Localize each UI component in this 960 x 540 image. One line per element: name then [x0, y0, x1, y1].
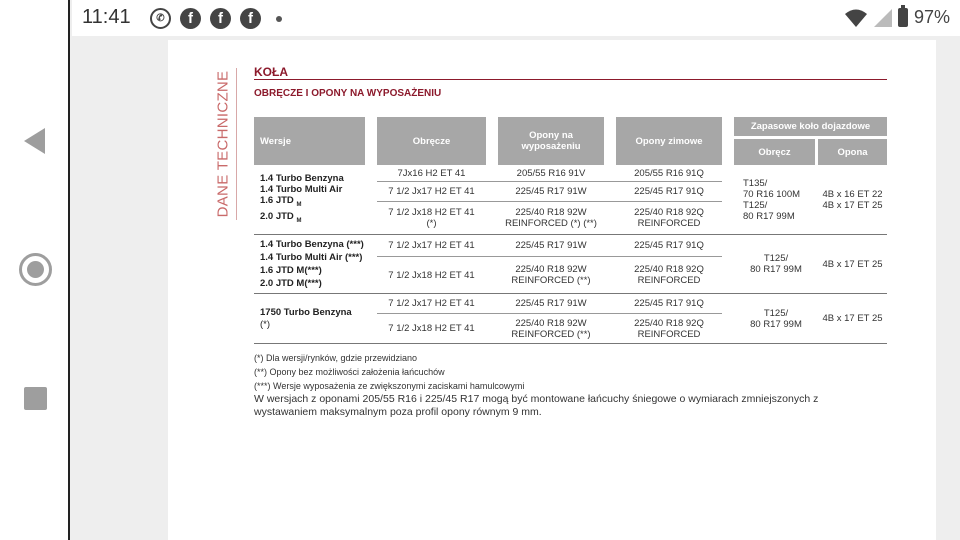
- facebook-icon: f: [180, 8, 201, 29]
- page-title: KOŁA: [254, 65, 288, 79]
- spare-tire-cell: 4B x 17 ET 25: [818, 235, 887, 294]
- spare-rim-cell: T135/ 70 R16 100M T125/ 80 R17 99M: [734, 165, 818, 235]
- header-obrecze: Obręcze: [377, 117, 486, 165]
- back-icon[interactable]: [24, 128, 45, 154]
- status-bar: [72, 0, 960, 36]
- footnote: (*) Dla wersji/rynków, gdzie przewidziano: [254, 353, 418, 363]
- table-row: 1.4 Turbo Benzyna (***) 1.4 Turbo Multi Air (***) 1.6 JTD M(***) 2.0 JTD M(***) 7 1/2 Jx17 H2 ET 41 225/45 R17 91W 225/45 R17 91Q T125/ 80 R17 99M 4B x 17 ET 25: [254, 235, 887, 257]
- spare-rim-cell: T125/ 80 R17 99M: [734, 294, 818, 344]
- footnote: (**) Opony bez możliwości założenia łańcuchów: [254, 367, 445, 377]
- battery-percent: 97%: [913, 7, 950, 27]
- notification-icons: [150, 8, 282, 29]
- more-notifications-icon: [276, 16, 282, 22]
- versions-cell: 1750 Turbo Benzyna (*): [254, 294, 365, 344]
- navigation-bar: [0, 0, 70, 540]
- rim-cell: 7Jx16 H2 ET 41: [377, 165, 486, 182]
- snow-chains-note: W wersjach z oponami 205/55 R16 i 225/45 R17 mogą być montowane łańcuchy śniegowe o wymiarach zmniejszonych z wystawaniem maksymalnym poza profil opony równym 9 mm.: [254, 393, 819, 418]
- table-row: 1750 Turbo Benzyna (*) 7 1/2 Jx17 H2 ET 41 225/45 R17 91W 225/45 R17 91Q T125/ 80 R17 99M 4B x 17 ET 25: [254, 294, 887, 314]
- clock: 11:41: [82, 6, 131, 28]
- side-divider: [236, 68, 237, 220]
- table-row: 7 1/2 Jx17 H2 ET 41 225/45 R17 91W 225/45 R17 91Q: [254, 182, 887, 202]
- signal-icon: [874, 9, 892, 27]
- whatsapp-icon: ✆: [150, 8, 171, 29]
- header-zap-obrecz: Obręcz: [734, 139, 818, 165]
- wifi-icon: [844, 8, 868, 28]
- tire-cell: 205/55 R16 91V: [498, 165, 604, 182]
- header-zimowe: Opony zimowe: [616, 117, 722, 165]
- table-row: [254, 165, 887, 182]
- header-wersje: Wersje: [254, 117, 365, 165]
- spare-tire-cell: 4B x 17 ET 25: [818, 294, 887, 344]
- table-row: 7 1/2 Jx18 H2 ET 41 225/40 R18 92W REINFORCED (**) 225/40 R18 92Q REINFORCED: [254, 314, 887, 344]
- facebook-icon: f: [240, 8, 261, 29]
- versions-cell: 1.4 Turbo Benzyna (***) 1.4 Turbo Multi Air (***) 1.6 JTD M(***) 2.0 JTD M(***): [254, 235, 365, 294]
- title-divider: [254, 79, 887, 80]
- spare-rim-cell: T125/ 80 R17 99M: [734, 235, 818, 294]
- versions-cell: 1.4 Turbo Benzyna 1.4 Turbo Multi Air 1.6 JTD $_M$ 2.0 JTD $_M$: [254, 165, 365, 235]
- recent-apps-icon[interactable]: [24, 387, 47, 410]
- system-icons: [844, 7, 950, 28]
- footnote: (***) Wersje wyposażenia ze zwiększonymi zaciskami hamulcowymi: [254, 381, 525, 391]
- footnotes: [254, 351, 874, 419]
- table-row: 7 1/2 Jx18 H2 ET 41 (*) 225/40 R18 92W REINFORCED (*) (**) 225/40 R18 92Q REINFORCED: [254, 202, 887, 235]
- header-zapasowe: Zapasowe koło dojazdowe: [734, 117, 887, 139]
- wheels-table: [254, 117, 887, 344]
- spare-tire-cell: 4B x 16 ET 22 4B x 17 ET 25: [818, 165, 887, 235]
- header-zap-opona: Opona: [818, 139, 887, 165]
- home-icon[interactable]: [19, 253, 52, 286]
- section-side-title: DANE TECHNICZNE: [214, 70, 232, 218]
- header-opony: Opony na wyposażeniu: [498, 117, 604, 165]
- winter-tire-cell: 205/55 R16 91Q: [616, 165, 722, 182]
- table-row: 7 1/2 Jx18 H2 ET 41 225/40 R18 92W REINFORCED (**) 225/40 R18 92Q REINFORCED: [254, 257, 887, 294]
- section-subtitle: OBRĘCZE I OPONY NA WYPOSAŻENIU: [254, 88, 442, 99]
- battery-icon: [898, 8, 908, 27]
- facebook-icon: f: [210, 8, 231, 29]
